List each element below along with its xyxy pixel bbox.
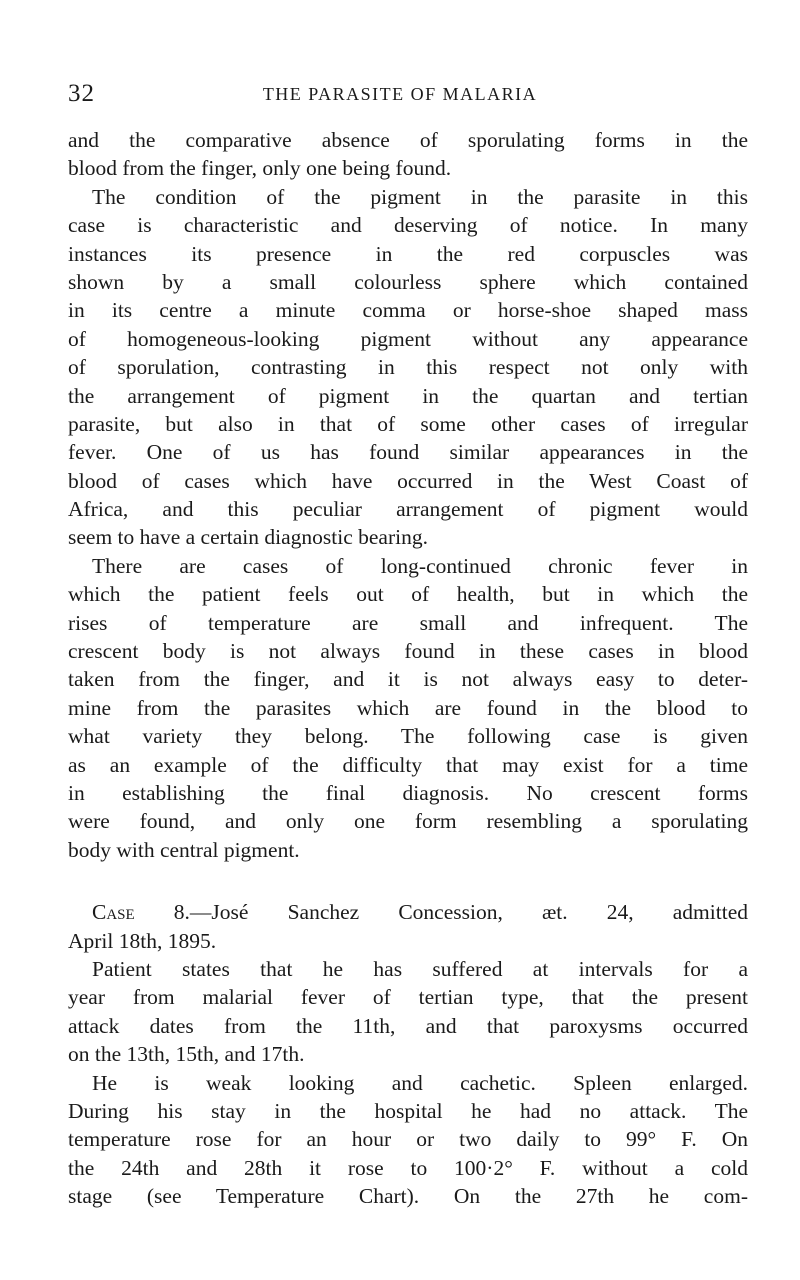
- case-heading-text: 8.—José Sanchez Concession, æt. 24, admitted: [134, 900, 748, 925]
- text-line: year from malarial fever of tertian type, that the present: [68, 985, 748, 1010]
- text-line: There are cases of long-continued chronic fever in: [92, 553, 748, 578]
- text-line: case is characteristic and deserving of notice. In many: [68, 213, 748, 238]
- text-line: temperature rose for an hour or two daily to 99° F. On: [68, 1127, 748, 1152]
- text-line: fever. One of us has found similar appearances in the: [68, 440, 748, 465]
- text-line: seem to have a certain diagnostic bearing.: [68, 525, 428, 550]
- text-line: the 24th and 28th it rose to 100·2° F. without a cold: [68, 1155, 748, 1180]
- text-line: The condition of the pigment in the parasite in this: [92, 184, 748, 209]
- text-line: as an example of the difficulty that may exist for a time: [68, 752, 748, 777]
- text-line: blood of cases which have occurred in the West Coast of: [68, 468, 748, 493]
- text-line: instances its presence in the red corpuscles was: [68, 241, 748, 266]
- text-line: crescent body is not always found in these cases in blood: [68, 639, 748, 664]
- text-line: Africa, and this peculiar arrangement of pigment would: [68, 497, 748, 522]
- text-line: parasite, but also in that of some other cases of irregular: [68, 411, 748, 436]
- body-text: [68, 126, 748, 1210]
- text-line: what variety they belong. The following case is given: [68, 724, 748, 749]
- text-line: taken from the finger, and it is not always easy to deter-: [68, 667, 748, 692]
- text-line: mine from the parasites which are found in the blood to: [68, 695, 748, 720]
- running-title: THE PARASITE OF MALARIA: [262, 84, 538, 104]
- text-line: the arrangement of pigment in the quartan and tertian: [68, 383, 748, 408]
- text-line: stage (see Temperature Chart). On the 27th he com-: [68, 1184, 748, 1209]
- text-line: which the patient feels out of health, but in which the: [68, 582, 748, 607]
- text-line: on the 13th, 15th, and 17th.: [68, 1042, 305, 1067]
- page-number: 32: [68, 80, 95, 107]
- text-line: blood from the finger, only one being found.: [68, 156, 452, 181]
- section-gap: [68, 864, 748, 898]
- text-line: He is weak looking and cachetic. Spleen enlarged.: [92, 1070, 748, 1095]
- text-line: and the comparative absence of sporulating forms in the: [68, 128, 748, 152]
- text-line: in its centre a minute comma or horse-shoe shaped mass: [68, 298, 748, 323]
- text-line: Patient states that he has suffered at intervals for a: [92, 956, 748, 981]
- case-heading-line: [68, 898, 748, 926]
- text-line: During his stay in the hospital he had no attack. The: [68, 1098, 748, 1123]
- text-line: of sporulation, contrasting in this respect not only with: [68, 355, 748, 380]
- text-line: of homogeneous-looking pigment without any appearance: [68, 326, 748, 351]
- text-line: April 18th, 1895.: [68, 928, 217, 953]
- text-line: in establishing the final diagnosis. No crescent forms: [68, 780, 748, 805]
- text-line: attack dates from the 11th, and that paroxysms occurred: [68, 1013, 748, 1038]
- text-line: rises of temperature are small and infrequent. The: [68, 610, 748, 635]
- text-line: were found, and only one form resembling a sporulating: [68, 809, 748, 834]
- text-line: body with central pigment.: [68, 837, 300, 862]
- case-label: Case: [92, 900, 135, 925]
- text-line: shown by a small colourless sphere which contained: [68, 269, 748, 294]
- page-header: [68, 80, 732, 110]
